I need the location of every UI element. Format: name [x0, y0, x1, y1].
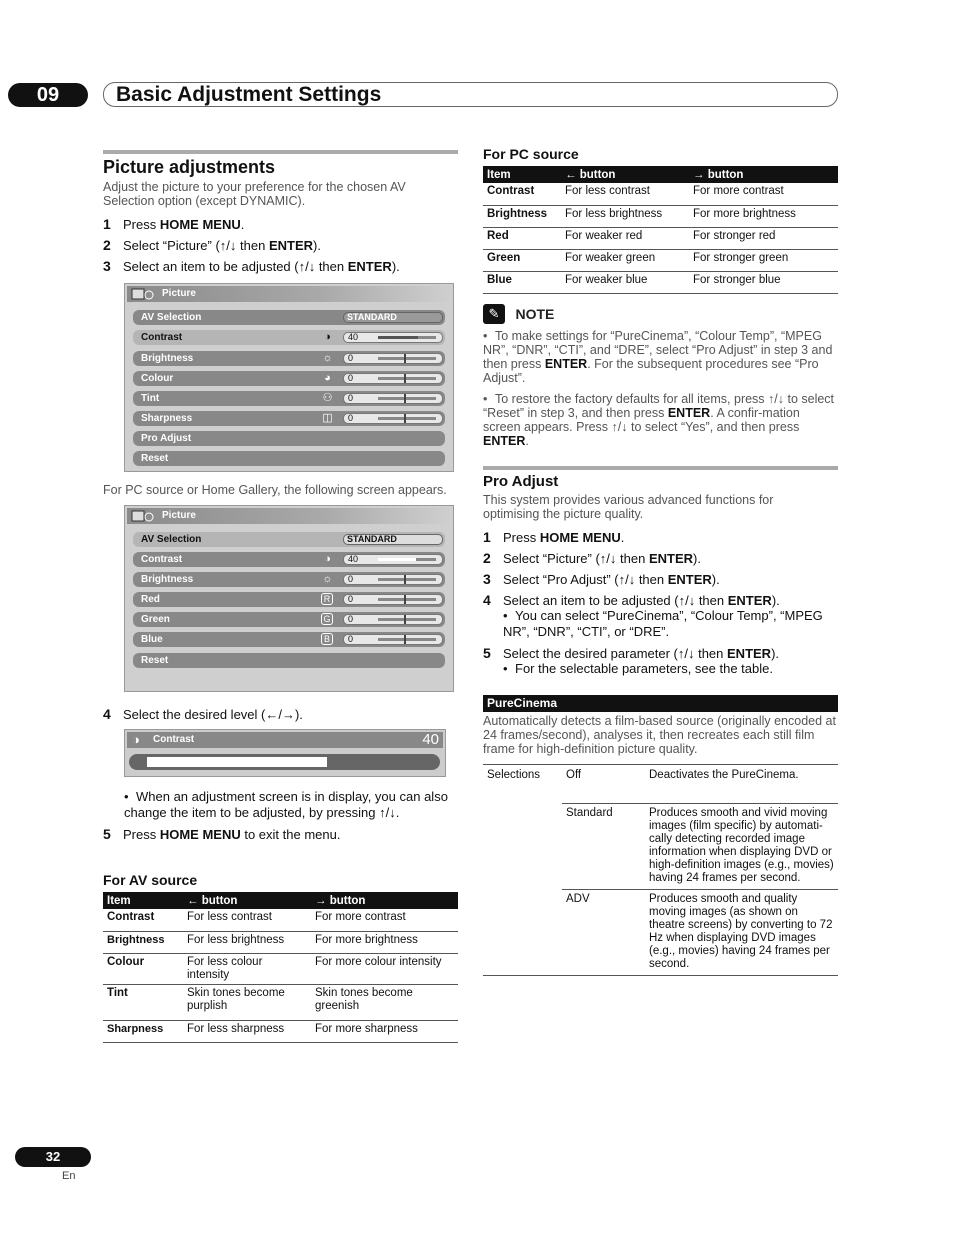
- table-header: ← button: [561, 166, 689, 183]
- table-row: Sharpness For less sharpness For more sharpness: [103, 1020, 458, 1042]
- blue-icon: B: [321, 633, 333, 645]
- table-row: Standard Produces smooth and vivid moving images (film specific) by automati-cally detecting recorded image information when displaying DVD or high-definition images (e.g., movies) having 24 frames per second.: [483, 804, 838, 890]
- table-row: Colour For less colour intensity For more colour intensity: [103, 953, 458, 984]
- av-source-title: For AV source: [103, 872, 198, 888]
- red-icon: R: [321, 593, 333, 605]
- step-5: 5 Press HOME MENU to exit the menu.: [103, 826, 341, 842]
- menu-row-blue[interactable]: Blue B 0: [133, 632, 445, 647]
- step-1: 1 Press HOME MENU.: [103, 216, 245, 232]
- section-title: Picture adjustments: [103, 157, 276, 177]
- step-4: 4 Select the desired level (←/→).: [103, 706, 303, 722]
- pro-adjust-title: Pro Adjust: [483, 473, 559, 490]
- level-label: Contrast: [153, 734, 195, 745]
- pro-step-2: 2 Select “Picture” (↑/↓ then ENTER).: [483, 550, 701, 566]
- table-row: Green For weaker green For stronger green: [483, 249, 838, 271]
- table-header: ← button: [183, 892, 311, 909]
- pro-bullet-5: • For the selectable parameters, see the table.: [503, 661, 773, 676]
- purecinema-description: Automatically detects a film-based source (originally encoded at 24 frames/second), analyses it, then recreates each still film frame for high-definition picture quality.: [483, 714, 836, 756]
- level-fill: [147, 757, 327, 767]
- section-rule: [103, 150, 458, 154]
- section-rule: [483, 466, 838, 470]
- menu-row-sharpness[interactable]: Sharpness ◫ 0: [133, 411, 445, 426]
- menu-row-brightness[interactable]: Brightness ☼ 0: [133, 351, 445, 366]
- chapter-title: Basic Adjustment Settings: [116, 83, 382, 106]
- level-value: 40: [422, 731, 439, 748]
- av-source-table: [103, 892, 458, 1043]
- menu-row-reset[interactable]: Reset: [133, 653, 445, 668]
- sharpness-icon: ◫: [322, 412, 333, 424]
- menu-row-green[interactable]: Green G 0: [133, 612, 445, 627]
- table-header-row: [103, 892, 458, 909]
- level-header: [127, 732, 443, 748]
- table-row: Selections Off Deactivates the PureCinema.: [483, 765, 838, 804]
- menu-row-pro-adjust[interactable]: Pro Adjust: [133, 431, 445, 446]
- table-row: Tint Skin tones become purplish Skin tones become greenish: [103, 984, 458, 1020]
- purecinema-table: [483, 764, 838, 976]
- pro-step-4: 4 Select an item to be adjusted (↑/↓ then ENTER).: [483, 592, 780, 608]
- picture-menu-icon: [131, 509, 157, 523]
- note-2: • To restore the factory defaults for all items, press ↑/↓ to select “Reset” in step 3, and then press ENTER. A confir-mation screen appears. Press ↑/↓ to select “Yes”, and then press ENTER.: [483, 392, 835, 448]
- menu-row-reset[interactable]: Reset: [133, 451, 445, 466]
- tint-icon: ⚇: [322, 392, 333, 404]
- pro-step-5: 5 Select the desired parameter (↑/↓ then ENTER).: [483, 645, 780, 661]
- pencil-icon: ✎: [483, 304, 505, 324]
- table-row: Brightness For less brightness For more brightness: [483, 205, 838, 227]
- menu-row-colour[interactable]: Colour ◕ 0: [133, 371, 445, 386]
- level-slider[interactable]: [129, 754, 440, 770]
- note-heading: [483, 304, 554, 324]
- contrast-icon: ◑: [324, 331, 331, 343]
- chapter-number: 09: [8, 83, 88, 107]
- page-number: 32: [15, 1147, 91, 1167]
- contrast-icon: ◑: [324, 553, 331, 565]
- table-row: Red For weaker red For stronger red: [483, 227, 838, 249]
- bullet-change-item: • When an adjustment screen is in display, you can also change the item to be adjusted, by pressing ↑/↓.: [124, 789, 448, 820]
- menu-row-brightness[interactable]: Brightness ☼ 0: [133, 572, 445, 587]
- table-header: → button: [311, 892, 458, 909]
- step-2: 2 Select “Picture” (↑/↓ then ENTER).: [103, 237, 321, 253]
- purecinema-heading: PureCinema: [483, 695, 838, 712]
- colour-icon: ◕: [324, 372, 331, 384]
- green-icon: G: [321, 613, 333, 625]
- table-header: Item: [103, 892, 183, 909]
- table-row: Blue For weaker blue For stronger blue: [483, 271, 838, 293]
- menu-row-av-selection[interactable]: AV Selection STANDARD: [133, 310, 445, 325]
- table-row: Brightness For less brightness For more brightness: [103, 931, 458, 953]
- menu-header: [127, 508, 451, 524]
- brightness-icon: ☼: [322, 573, 333, 585]
- menu-title: Picture: [162, 288, 196, 299]
- table-row: Contrast For less contrast For more contrast: [103, 909, 458, 931]
- menu-row-contrast[interactable]: Contrast ◑ 40: [133, 330, 445, 345]
- menu-row-tint[interactable]: Tint ⚇ 0: [133, 391, 445, 406]
- menu-header: [127, 286, 451, 302]
- section-intro: Adjust the picture to your preference for the chosen AV Selection option (except DYNAMIC).: [103, 180, 406, 208]
- menu-row-contrast[interactable]: Contrast ◑ 40: [133, 552, 445, 567]
- note-1: • To make settings for “PureCinema”, “Colour Temp”, “MPEG NR”, “DNR”, “CTI”, and “DRE”, select “Pro Adjust” in step 3 and then press ENTER. For the subsequent procedures see “Pro Adjust”.: [483, 329, 833, 385]
- menu-row-red[interactable]: Red R 0: [133, 592, 445, 607]
- note-title: NOTE: [515, 306, 555, 322]
- picture-menu-icon: [131, 287, 157, 301]
- pc-caption: For PC source or Home Gallery, the following screen appears.: [103, 483, 447, 497]
- brightness-icon: ☼: [322, 352, 333, 364]
- table-header: Item: [483, 166, 561, 183]
- menu-title: Picture: [162, 510, 196, 521]
- contrast-icon: ◑: [132, 732, 140, 747]
- pro-bullet-4: • You can select “PureCinema”, “Colour Temp”, “MPEG NR”, “DNR”, “CTI”, or “DRE”.: [503, 608, 823, 639]
- table-row: ADV Produces smooth and quality moving images (as shown on theatre screens) by converting to 72 Hz when displaying DVD images (e.g., movies) having 24 frames per second.: [483, 890, 838, 976]
- pro-step-1: 1 Press HOME MENU.: [483, 529, 625, 545]
- picture-menu-pc: [124, 505, 454, 692]
- pro-step-3: 3 Select “Pro Adjust” (↑/↓ then ENTER).: [483, 571, 720, 587]
- table-row: Contrast For less contrast For more contrast: [483, 183, 838, 205]
- table-header: → button: [689, 166, 838, 183]
- pc-source-table: [483, 166, 838, 294]
- page-language: En: [62, 1170, 76, 1182]
- step-3: 3 Select an item to be adjusted (↑/↓ then ENTER).: [103, 258, 400, 274]
- contrast-level-screen: [124, 729, 446, 777]
- pro-adjust-intro: This system provides various advanced functions for optimising the picture quality.: [483, 493, 774, 521]
- table-header-row: [483, 166, 838, 183]
- menu-row-av-selection[interactable]: AV Selection STANDARD: [133, 532, 445, 547]
- pc-source-title: For PC source: [483, 146, 579, 162]
- picture-menu-av: [124, 283, 454, 472]
